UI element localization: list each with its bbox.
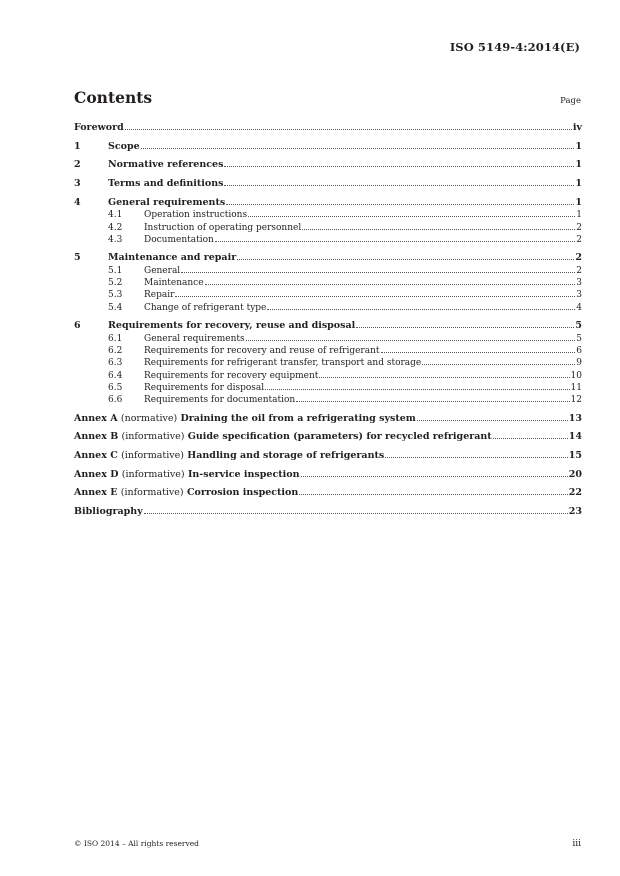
dot-leader <box>224 185 574 186</box>
toc-entry-page: iv <box>572 122 582 133</box>
toc-entry-page: 2 <box>575 252 582 264</box>
annex-title <box>74 450 384 463</box>
toc-entry-number: 4.3 <box>108 234 123 245</box>
dot-leader <box>422 364 575 365</box>
toc-entry-title: Instruction of operating personnel <box>144 222 302 233</box>
toc-entry[interactable] <box>74 357 582 369</box>
toc-entry-page: 10 <box>570 370 582 381</box>
annex-title <box>74 413 416 426</box>
dot-leader <box>299 494 567 495</box>
toc-entry[interactable] <box>74 394 582 406</box>
toc-entry-title: Documentation <box>144 234 214 245</box>
annex-kind: (normative) <box>120 412 178 424</box>
annex-title <box>74 469 300 482</box>
toc-entry-number: 4.1 <box>108 210 123 221</box>
toc-entry-number: 4 <box>74 196 81 208</box>
toc-entry[interactable] <box>74 320 582 333</box>
toc-entry-title: Maintenance <box>144 278 204 289</box>
toc-entry[interactable] <box>74 252 582 265</box>
dot-leader <box>381 352 576 353</box>
toc-entry-page: 9 <box>576 358 582 369</box>
annex-label: Annex C <box>74 450 118 462</box>
page-column-label: Page <box>560 96 581 106</box>
toc-entry[interactable] <box>74 159 582 172</box>
toc-entry-number: 5.3 <box>108 290 123 301</box>
toc-entry[interactable] <box>74 178 582 191</box>
toc-entry-title: Requirements for recovery equipment <box>144 370 319 381</box>
toc-entry-number: 5.1 <box>108 265 123 276</box>
toc-entry-page: 1 <box>575 178 582 190</box>
toc-entry-number: 6.3 <box>108 358 123 369</box>
dot-leader <box>224 166 574 167</box>
toc-entry[interactable] <box>74 333 582 345</box>
toc-entry-number: 1 <box>74 140 81 152</box>
toc-entry-number: 6 <box>74 320 81 332</box>
toc-entry-title: Requirements for disposal <box>144 382 265 393</box>
toc-annex-entry[interactable] <box>74 487 582 500</box>
dot-leader <box>175 296 575 297</box>
annex-label: Annex A <box>74 412 118 424</box>
toc-entry-title: Normative references <box>108 159 224 171</box>
toc-entry-title: Requirements for recovery, reuse and disposal <box>108 320 356 332</box>
dot-leader <box>296 401 569 402</box>
toc-entry[interactable] <box>74 141 582 154</box>
dot-leader <box>417 420 568 421</box>
toc-entry-title: Maintenance and repair <box>108 252 237 264</box>
toc-entry-title: Requirements for recovery and reuse of refrigerant <box>144 346 380 356</box>
page-number: iii <box>572 839 581 849</box>
dot-leader <box>356 327 574 328</box>
dot-leader <box>246 340 576 341</box>
dot-leader <box>385 457 568 458</box>
dot-leader <box>237 259 574 260</box>
annex-kind: (informative) <box>121 450 184 462</box>
table-of-contents <box>74 122 582 519</box>
toc-entry-title: Repair <box>144 290 175 301</box>
toc-entry-number: 6.2 <box>108 346 123 356</box>
dot-leader <box>144 513 568 514</box>
toc-entry-page: 3 <box>576 290 582 301</box>
toc-entry[interactable] <box>74 289 582 301</box>
toc-entry-page: 15 <box>568 450 582 462</box>
toc-entry-number: 5.4 <box>108 302 123 313</box>
annex-label: Annex D <box>74 468 119 480</box>
toc-entry-page: 20 <box>568 468 582 480</box>
toc-entry-title: Scope <box>108 140 140 152</box>
toc-entry-title: General <box>144 265 181 276</box>
dot-leader <box>205 284 576 285</box>
toc-entry-number: 4.2 <box>108 222 123 233</box>
page-title: Contents <box>74 88 153 107</box>
toc-entry-number: 3 <box>74 178 81 190</box>
annex-kind: (informative) <box>121 431 185 443</box>
dot-leader <box>493 438 568 439</box>
dot-leader <box>226 204 574 205</box>
annex-kind: (informative) <box>120 487 184 499</box>
toc-entry-page: 12 <box>570 395 582 406</box>
toc-entry-page: 5 <box>575 320 582 332</box>
dot-leader <box>319 377 569 378</box>
toc-entry[interactable] <box>74 234 582 246</box>
toc-entry-page: 1 <box>575 196 582 208</box>
annex-text: In-service inspection <box>187 468 300 480</box>
toc-entry-title: Terms and definitions <box>108 178 224 190</box>
toc-entry-title: Requirements for documentation <box>144 395 296 406</box>
annex-title <box>74 431 492 444</box>
toc-entry-title: Operation instructions <box>144 210 248 221</box>
toc-entry-title: General requirements <box>108 196 226 208</box>
toc-entry-page: 2 <box>576 222 582 233</box>
toc-entry-page: 3 <box>576 278 582 289</box>
toc-entry[interactable] <box>74 265 582 277</box>
toc-entry-page: 6 <box>576 346 582 356</box>
toc-entry[interactable] <box>74 370 582 382</box>
annex-label: Annex B <box>74 431 119 443</box>
toc-entry-number: 2 <box>74 159 81 171</box>
dot-leader <box>141 148 575 149</box>
toc-entry-page: 11 <box>570 382 582 393</box>
toc-entry-number: 6.6 <box>108 395 123 406</box>
toc-entry-number: 6.4 <box>108 370 123 381</box>
toc-entry[interactable] <box>74 277 582 289</box>
toc-entry-page: 1 <box>576 210 582 221</box>
annex-kind: (informative) <box>121 468 185 480</box>
toc-entry-page: 23 <box>568 506 582 518</box>
toc-annex-entry[interactable] <box>74 469 582 482</box>
toc-entry-page: 22 <box>568 487 582 499</box>
toc-entry[interactable] <box>74 222 582 234</box>
dot-leader <box>248 216 575 217</box>
toc-annex-entry[interactable] <box>74 450 582 463</box>
dot-leader <box>301 476 568 477</box>
annex-text: Corrosion inspection <box>186 487 299 499</box>
toc-entry-page: 1 <box>575 140 582 152</box>
toc-entry-page: 1 <box>575 159 582 171</box>
toc-entry-page: 13 <box>568 412 582 424</box>
title-row <box>74 88 581 107</box>
document-id: ISO 5149-4:2014(E) <box>449 40 580 54</box>
toc-entry-page: 5 <box>576 333 582 344</box>
toc-entry-title: Requirements for refrigerant transfer, transport and storage <box>144 358 422 369</box>
annex-text: Guide specification (parameters) for recycled refrigerant <box>187 431 492 443</box>
copyright-notice: © ISO 2014 – All rights reserved <box>74 839 199 848</box>
footer <box>74 839 581 849</box>
dot-leader <box>265 389 569 390</box>
toc-entry-number: 5 <box>74 252 81 264</box>
dot-leader <box>267 309 575 310</box>
toc-entry-title: Foreword <box>74 122 124 133</box>
toc-entry-page: 2 <box>576 265 582 276</box>
toc-entry[interactable] <box>74 209 582 221</box>
toc-entry-page: 2 <box>576 234 582 245</box>
toc-entry-title: Change of refrigerant type <box>144 302 267 313</box>
bibliography-title: Bibliography <box>74 506 143 518</box>
toc-entry[interactable] <box>74 302 582 314</box>
annex-title <box>74 487 298 500</box>
toc-entry-page: 4 <box>576 302 582 313</box>
toc-entry-number: 6.5 <box>108 382 123 393</box>
toc-entry[interactable] <box>74 345 582 357</box>
toc-entry-page: 14 <box>568 431 582 443</box>
toc-entry[interactable] <box>74 382 582 394</box>
toc-entry-number: 5.2 <box>108 278 123 289</box>
toc-entry-number: 6.1 <box>108 333 123 344</box>
dot-leader <box>215 241 575 242</box>
dot-leader <box>181 272 575 273</box>
annex-label: Annex E <box>74 487 118 499</box>
toc-bibliography-entry[interactable] <box>74 506 582 519</box>
toc-entry[interactable] <box>74 122 582 135</box>
toc-entry[interactable] <box>74 197 582 210</box>
toc-entry-title: General requirements <box>144 333 245 344</box>
dot-leader <box>302 229 575 230</box>
dot-leader <box>125 129 572 130</box>
toc-annex-entry[interactable] <box>74 413 582 426</box>
toc-annex-entry[interactable] <box>74 431 582 444</box>
annex-text: Draining the oil from a refrigerating system <box>180 412 416 424</box>
annex-text: Handling and storage of refrigerants <box>187 450 385 462</box>
